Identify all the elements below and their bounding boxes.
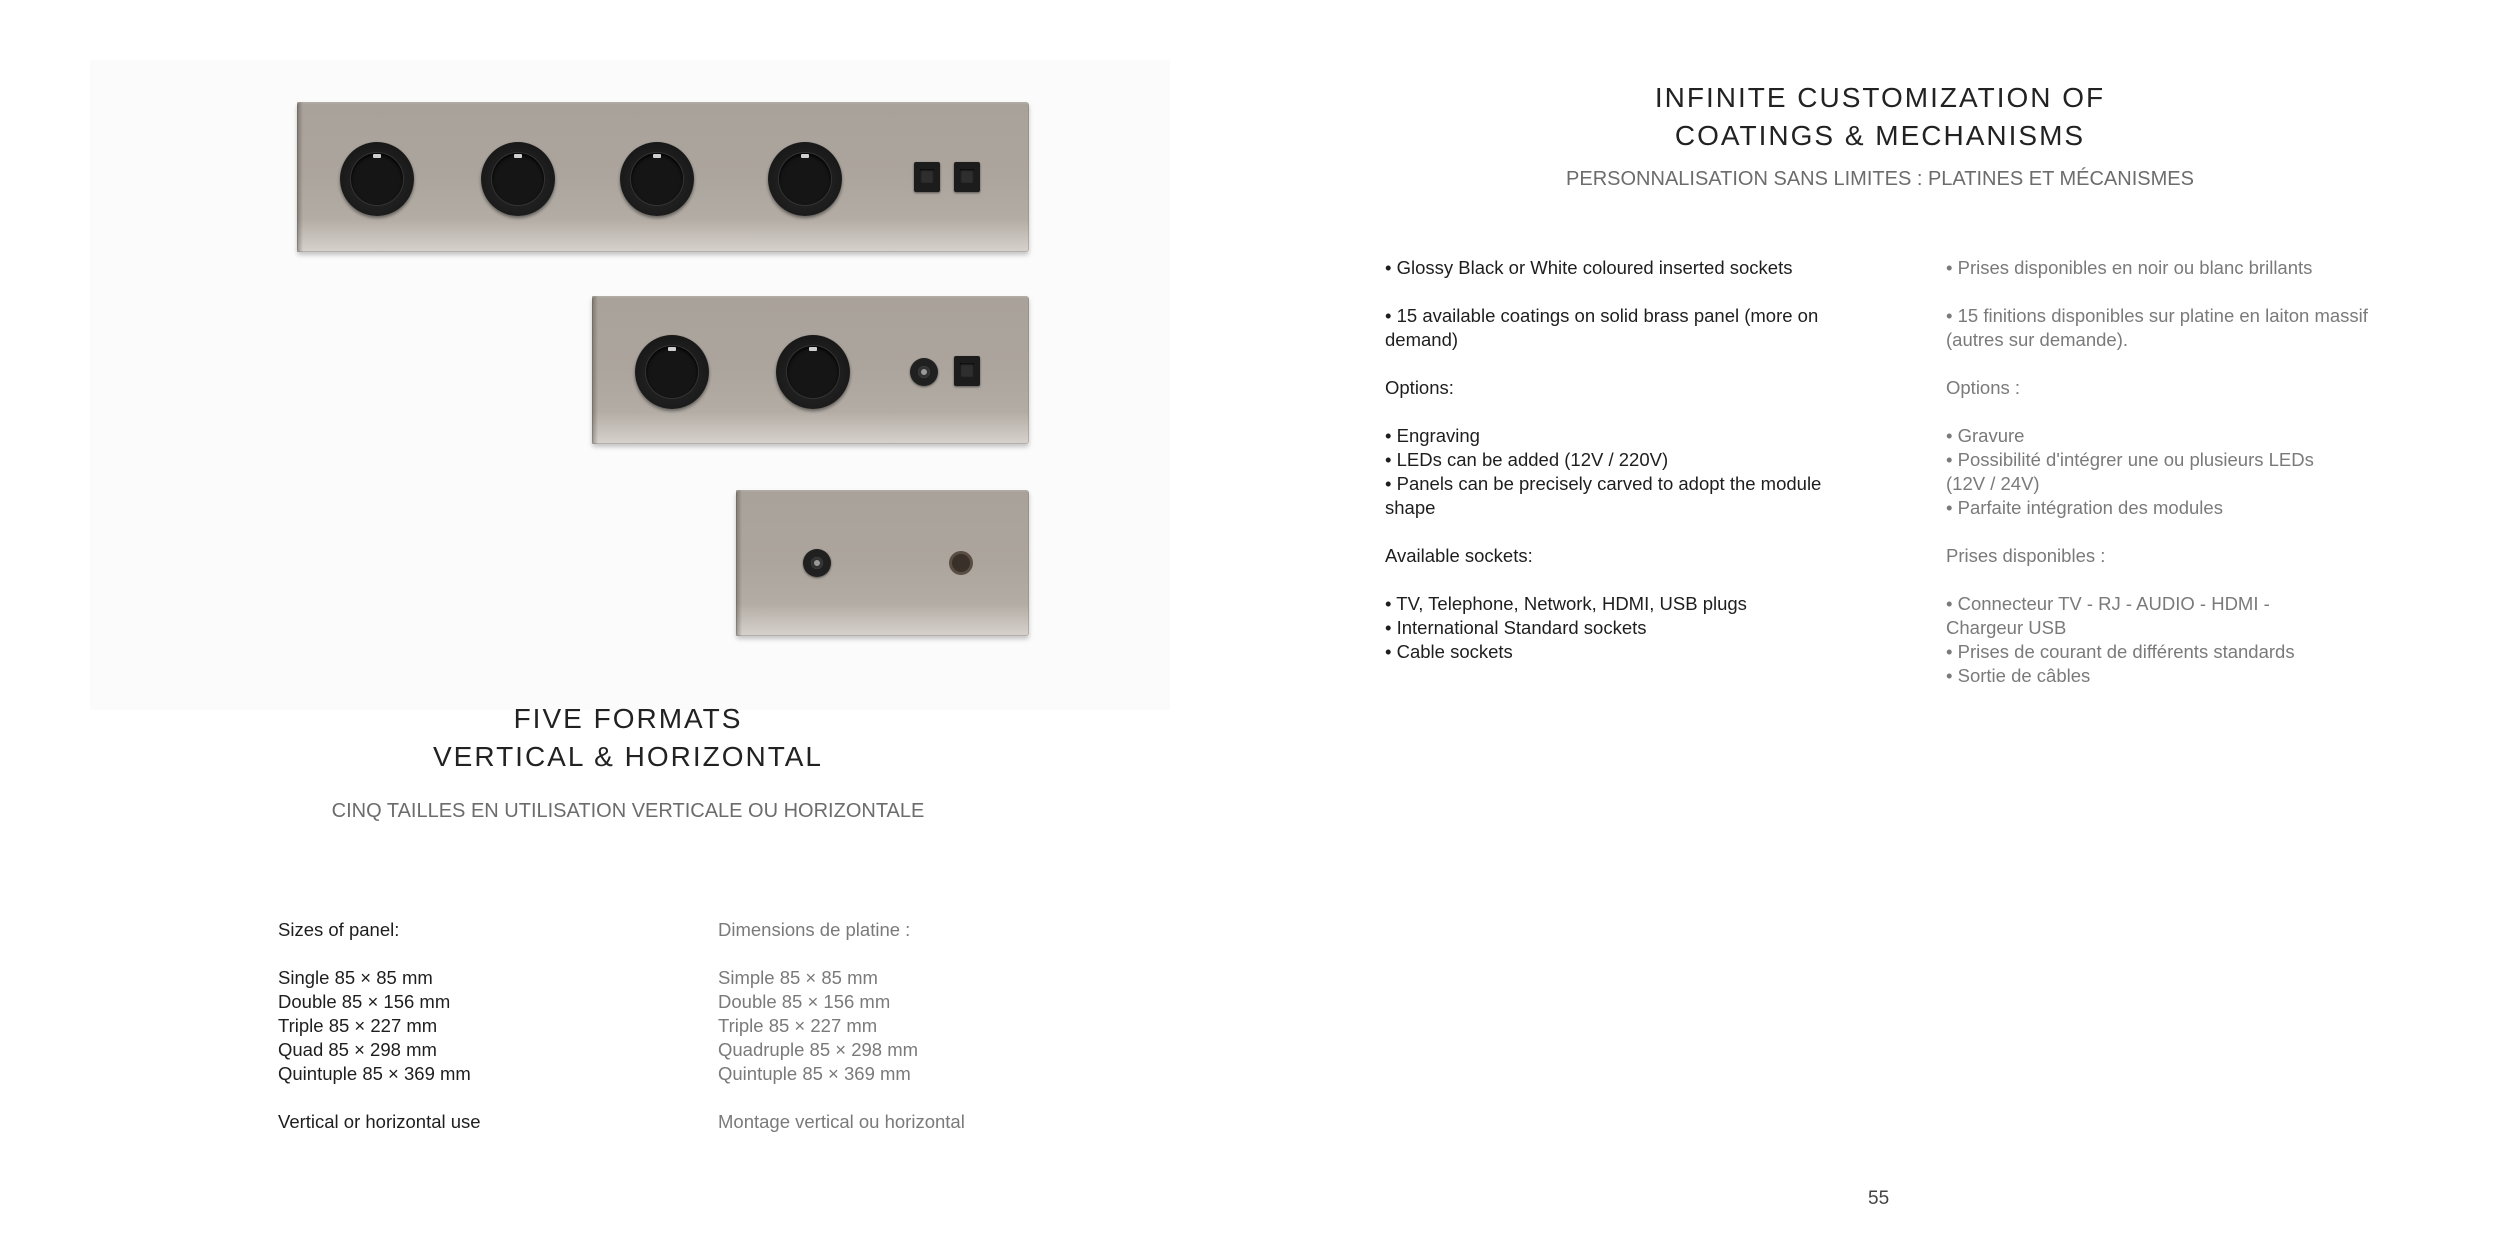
- option-item: • Panels can be precisely carved to adopt the module: [1385, 473, 1822, 494]
- feature-item: • 15 finitions disponibles sur platine en laiton massif: [1946, 305, 2368, 326]
- size-item: Triple 85 × 227 mm: [278, 1015, 438, 1036]
- quad-panel-image: [297, 102, 1029, 252]
- size-item: Double 85 × 156 mm: [278, 991, 451, 1012]
- feature-item: (autres sur demande).: [1946, 329, 2129, 350]
- power-socket-icon: [340, 142, 414, 216]
- size-item: Simple 85 × 85 mm: [718, 967, 878, 988]
- sizes-english: [278, 918, 481, 1134]
- sizes-note: Montage vertical ou horizontal: [718, 1111, 965, 1132]
- socket-item: Chargeur USB: [1946, 617, 2067, 638]
- options-heading: Options :: [1946, 377, 2021, 398]
- size-item: Quintuple 85 × 369 mm: [278, 1063, 471, 1084]
- right-subtitle: PERSONNALISATION SANS LIMITES : PLATINES ET MÉCANISMES: [1566, 168, 2194, 190]
- coax-socket-icon: [803, 549, 831, 577]
- power-socket-icon: [776, 335, 850, 409]
- power-socket-icon: [635, 335, 709, 409]
- option-item: • Parfaite intégration des modules: [1946, 497, 2223, 518]
- features-english: [1385, 256, 1821, 664]
- socket-item: • Connecteur TV - RJ - AUDIO - HDMI -: [1946, 593, 2270, 614]
- left-title-line-1: FIVE FORMATS: [513, 703, 743, 734]
- options-heading: Options:: [1385, 377, 1454, 398]
- left-title: [288, 700, 968, 776]
- size-item: Quintuple 85 × 369 mm: [718, 1063, 911, 1084]
- feature-item: • Glossy Black or White coloured inserted sockets: [1385, 257, 1793, 278]
- right-title: [1540, 79, 2220, 155]
- option-item: (12V / 24V): [1946, 473, 2040, 494]
- product-photo: [90, 60, 1170, 710]
- sizes-note: Vertical or horizontal use: [278, 1111, 481, 1132]
- network-port-icon: [954, 356, 980, 386]
- socket-item: • Cable sockets: [1385, 641, 1513, 662]
- size-item: Quadruple 85 × 298 mm: [718, 1039, 919, 1060]
- feature-item: • Prises disponibles en noir ou blanc brillants: [1946, 257, 2313, 278]
- option-item: • Possibilité d'intégrer une ou plusieurs LEDs: [1946, 449, 2314, 470]
- size-item: Quad 85 × 298 mm: [278, 1039, 437, 1060]
- option-item: • Gravure: [1946, 425, 2025, 446]
- option-item: shape: [1385, 497, 1436, 518]
- feature-item: • 15 available coatings on solid brass panel (more on: [1385, 305, 1819, 326]
- size-item: Double 85 × 156 mm: [718, 991, 891, 1012]
- size-item: Single 85 × 85 mm: [278, 967, 433, 988]
- power-socket-icon: [768, 142, 842, 216]
- sizes-french: [718, 918, 965, 1134]
- left-subtitle: CINQ TAILLES EN UTILISATION VERTICALE OU HORIZONTALE: [331, 800, 925, 822]
- option-item: • LEDs can be added (12V / 220V): [1385, 449, 1669, 470]
- right-title-line-2: COATINGS & MECHANISMS: [1674, 120, 2086, 151]
- socket-item: • International Standard sockets: [1385, 617, 1647, 638]
- left-title-line-2: VERTICAL & HORIZONTAL: [433, 741, 823, 772]
- feature-item: demand): [1385, 329, 1459, 350]
- socket-item: • TV, Telephone, Network, HDMI, USB plugs: [1385, 593, 1747, 614]
- features-french: [1946, 256, 2368, 688]
- network-port-icon: [914, 162, 940, 192]
- size-item: Triple 85 × 227 mm: [718, 1015, 878, 1036]
- cable-outlet-icon: [952, 554, 970, 572]
- sockets-heading: Prises disponibles :: [1946, 545, 2106, 566]
- power-socket-icon: [620, 142, 694, 216]
- network-port-icon: [954, 162, 980, 192]
- coax-socket-icon: [910, 358, 938, 386]
- socket-item: • Sortie de câbles: [1946, 665, 2091, 686]
- page-number: 55: [1868, 1188, 1890, 1209]
- double-panel-image: [592, 296, 1029, 444]
- option-item: • Engraving: [1385, 425, 1480, 446]
- sockets-heading: Available sockets:: [1385, 545, 1533, 566]
- sizes-heading: Dimensions de platine :: [718, 919, 911, 940]
- power-socket-icon: [481, 142, 555, 216]
- single-panel-image: [736, 490, 1029, 636]
- sizes-heading: Sizes of panel:: [278, 919, 400, 940]
- right-title-line-1: INFINITE CUSTOMIZATION OF: [1654, 82, 2106, 113]
- socket-item: • Prises de courant de différents standards: [1946, 641, 2295, 662]
